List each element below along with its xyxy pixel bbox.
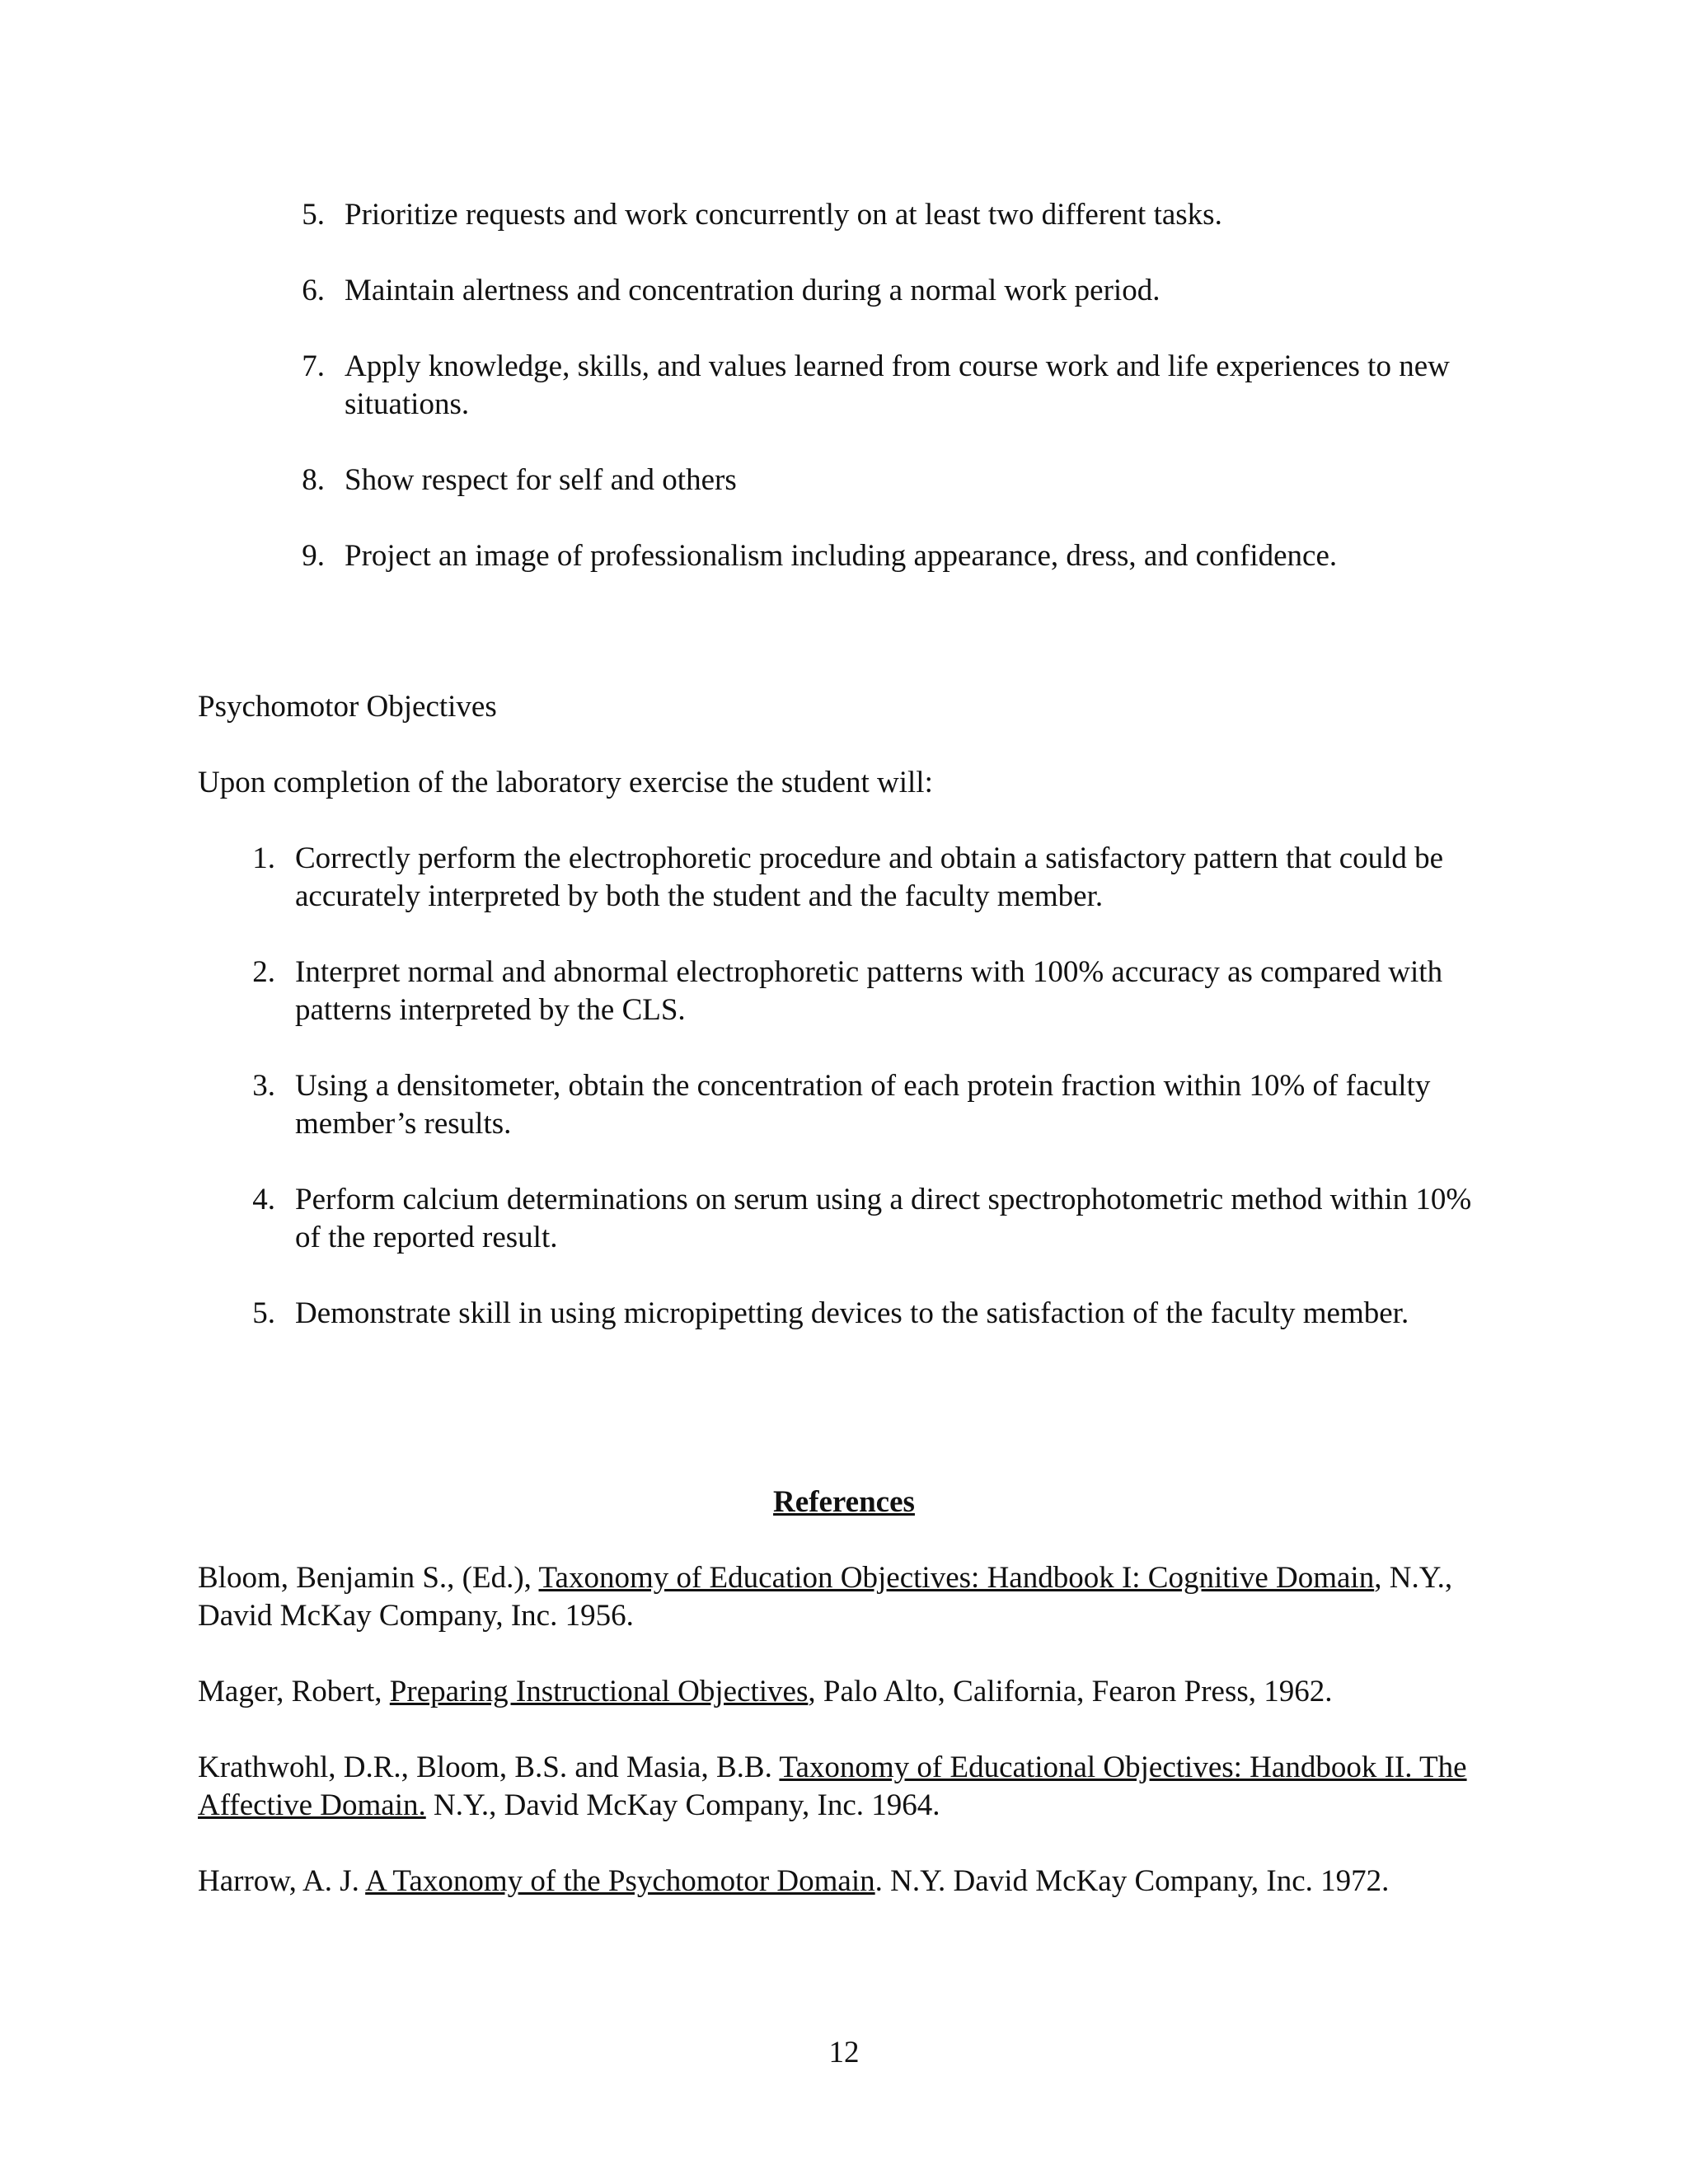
section-heading-psychomotor: Psychomotor Objectives [198, 690, 497, 724]
reference-entry [198, 1559, 1492, 1635]
list-item [302, 196, 1482, 234]
item-number: 9. [302, 539, 325, 573]
reference-title: Taxonomy of Education Objectives: Handbook I: Cognitive Domain [538, 1561, 1375, 1595]
reference-entry [198, 1673, 1492, 1711]
reference-author: Krathwohl, D.R., Bloom, B.S. and Masia, B.B. [198, 1750, 780, 1784]
list-item [302, 272, 1482, 310]
item-text: Apply knowledge, skills, and values learned from course work and life experiences to new situations. [345, 349, 1450, 421]
item-text: Demonstrate skill in using micropipetting devices to the satisfaction of the faculty member. [295, 1296, 1409, 1330]
reference-entry [198, 1863, 1492, 1900]
references-list [198, 1559, 1492, 1938]
item-number: 1. [252, 841, 275, 875]
item-text: Interpret normal and abnormal electrophoretic patterns with 100% accuracy as compared with patterns interpreted by the CLS. [295, 955, 1443, 1027]
item-number: 5. [252, 1296, 275, 1330]
item-text: Maintain alertness and concentration during a normal work period. [345, 274, 1160, 307]
item-number: 4. [252, 1183, 275, 1216]
psychomotor-objectives-list [252, 840, 1474, 1371]
item-number: 3. [252, 1069, 275, 1103]
item-number: 7. [302, 349, 325, 383]
reference-publication: . N.Y. David McKay Company, Inc. 1972. [874, 1864, 1390, 1898]
item-number: 6. [302, 274, 325, 307]
item-text: Perform calcium determinations on serum using a direct spectrophotometric method within 10% of the reported result. [295, 1183, 1472, 1254]
item-text: Prioritize requests and work concurrently on at least two different tasks. [345, 198, 1222, 232]
list-item [252, 1181, 1474, 1257]
item-number: 2. [252, 955, 275, 989]
item-text: Show respect for self and others [345, 463, 737, 497]
list-item [252, 1295, 1474, 1333]
reference-author: Mager, Robert, [198, 1675, 390, 1708]
reference-title: Preparing Instructional Objectives [389, 1675, 809, 1708]
list-item [302, 537, 1482, 575]
page-number: 12 [828, 2036, 860, 2069]
item-text: Correctly perform the electrophoretic procedure and obtain a satisfactory pattern that could be accurately interpreted by both the student and the faculty member. [295, 841, 1444, 913]
item-text: Project an image of professionalism including appearance, dress, and confidence. [345, 539, 1338, 573]
list-item [252, 840, 1474, 916]
list-item [252, 1067, 1474, 1143]
list-item [302, 462, 1482, 499]
reference-entry [198, 1749, 1492, 1825]
reference-publication: N.Y., David McKay Company, Inc. 1964. [425, 1788, 940, 1822]
list-item [302, 348, 1482, 424]
reference-publication: , N.Y., David McKay Company, Inc. 1956. [198, 1561, 1453, 1633]
item-number: 5. [302, 198, 325, 232]
item-text: Using a densitometer, obtain the concentration of each protein fraction within 10% of faculty member’s results. [295, 1069, 1431, 1141]
item-number: 8. [302, 463, 325, 497]
reference-author: Harrow, A. J. [198, 1864, 366, 1898]
section-intro: Upon completion of the laboratory exercise the student will: [198, 766, 933, 799]
references-heading: References [773, 1485, 915, 1519]
reference-title: Taxonomy of Educational Objectives: Handbook II. The Affective Domain. [198, 1750, 1467, 1822]
reference-author: Bloom, Benjamin S., (Ed.), [198, 1561, 539, 1595]
reference-publication: , Palo Alto, California, Fearon Press, 1962. [808, 1675, 1333, 1708]
list-item [252, 954, 1474, 1029]
affective-objectives-list [302, 196, 1482, 613]
reference-title: A Taxonomy of the Psychomotor Domain [365, 1864, 875, 1898]
